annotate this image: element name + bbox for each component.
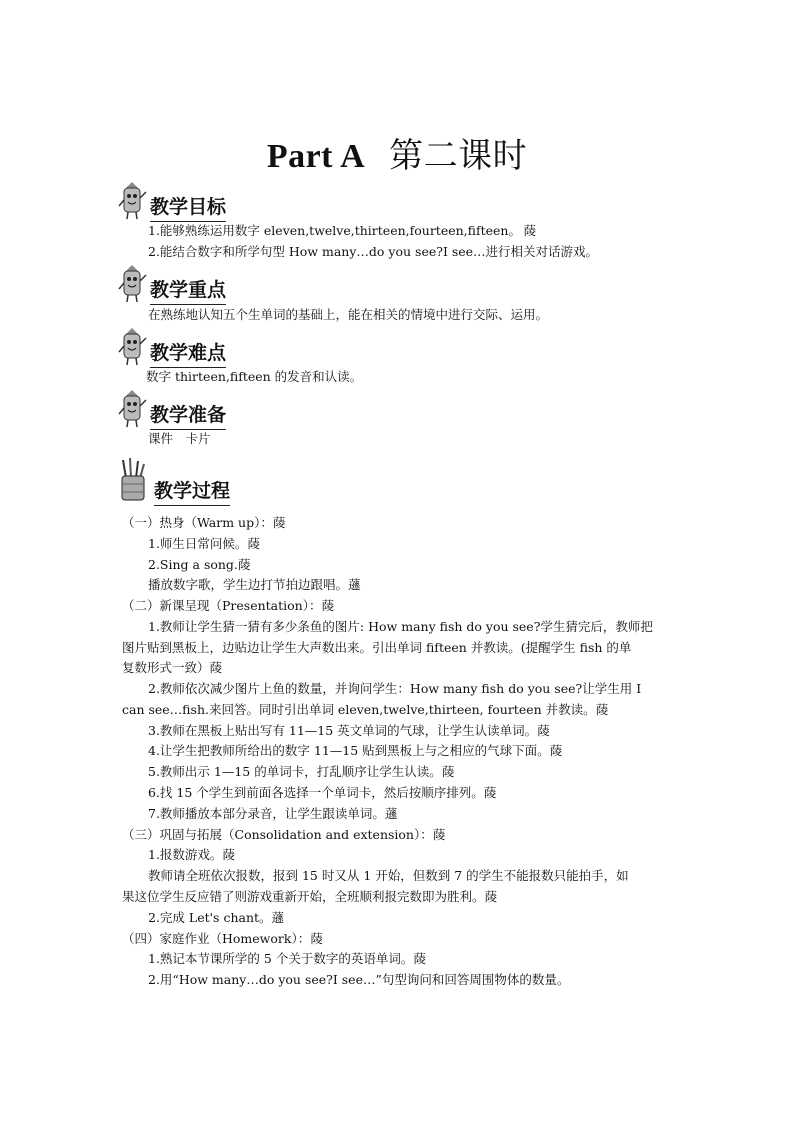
text-line: 复数形式一致）䔖 — [122, 660, 223, 675]
text-line: 2.能结合数字和所学句型 How many…do you see?I see…进行相关对话游戏。 — [148, 244, 599, 259]
text-line: 2.教师依次减少图片上鱼的数量，并询问学生：How many fish do you see?让学生用 I — [148, 681, 642, 696]
text-line: 课件 卡片 — [148, 431, 211, 446]
text-line: can see…fish.来回答。同时引出单词 eleven,twelve,thirteen, fourteen 并教读。䔖 — [122, 702, 609, 717]
text-line: 2.用“How many…do you see?I see…”句型询问和回答周围物体的数量。 — [148, 972, 570, 987]
text-line: 2.完成 Let's chant。䕖 — [148, 910, 285, 925]
text-line: 果这位学生反应错了则游戏重新开始，全班顺利报完数即为胜利。䔖 — [122, 889, 498, 904]
title-lesson: 第二课时 — [389, 136, 528, 176]
section-heading-label: 教学目标 — [150, 192, 226, 222]
pencil-cup-icon — [118, 458, 148, 502]
text-line: 2.Sing a song.䔖 — [148, 557, 251, 572]
pencil-character-icon — [118, 265, 148, 305]
text-line: 1.师生日常问候。䔖 — [148, 536, 260, 551]
text-line: 1.报数游戏。䔖 — [148, 847, 235, 862]
subsection-title: （三）巩固与拓展（Consolidation and extension）：䔖 — [122, 827, 446, 842]
subsection-title: （一）热身（Warm up）：䔖 — [122, 515, 286, 530]
text-line: 1.能够熟练运用数字 eleven,twelve,thirteen,fourteen,fifteen。 䔖 — [148, 223, 536, 238]
title-part: Part A — [266, 138, 366, 175]
text-line: 4.让学生把教师所给出的数字 11—15 贴到黑板上与之相应的气球下面。䔖 — [148, 743, 563, 758]
pencil-character-icon — [118, 182, 148, 222]
text-line: 5.教师出示 1—15 的单词卡，打乱顺序让学生认读。䔖 — [148, 764, 455, 779]
text-line: 在熟练地认知五个生单词的基础上，能在相关的情境中进行交际、运用。 — [148, 307, 549, 322]
text-line: 1.教师让学生猜一猜有多少条鱼的图片: How many fish do you see?学生猜完后，教师把 — [148, 619, 653, 634]
section-heading-label: 教学过程 — [154, 476, 230, 506]
page-title — [0, 128, 794, 177]
text-line: 6.找 15 个学生到前面各选择一个单词卡，然后按顺序排列。䔖 — [148, 785, 497, 800]
section-heading-label: 教学难点 — [150, 338, 226, 368]
text-line: 播放数字歌，学生边打节拍边跟唱。䕖 — [148, 577, 361, 592]
subsection-title: （二）新课呈现（Presentation）：䔖 — [122, 598, 334, 613]
pencil-character-icon — [118, 390, 148, 430]
pencil-character-icon — [118, 328, 148, 368]
text-line: 7.教师播放本部分录音，让学生跟读单词。䕖 — [148, 806, 398, 821]
text-line: 数字 thirteen,fifteen 的发音和认读。 — [146, 369, 363, 384]
text-line: 1.熟记本节课所学的 5 个关于数字的英语单词。䔖 — [148, 951, 426, 966]
text-line: 图片贴到黑板上，边贴边让学生大声数出来。引出单词 fifteen 并教读。(提醒学生 fish 的单 — [122, 640, 632, 655]
subsection-title: （四）家庭作业（Homework）：䔖 — [122, 931, 323, 946]
section-heading-label: 教学准备 — [150, 400, 226, 430]
text-line: 3.教师在黑板上贴出写有 11—15 英文单词的气球，让学生认读单词。䔖 — [148, 723, 550, 738]
text-line: 教师请全班依次报数，报到 15 时又从 1 开始，但数到 7 的学生不能报数只能拍手，如 — [148, 868, 629, 883]
section-heading-label: 教学重点 — [150, 275, 226, 305]
